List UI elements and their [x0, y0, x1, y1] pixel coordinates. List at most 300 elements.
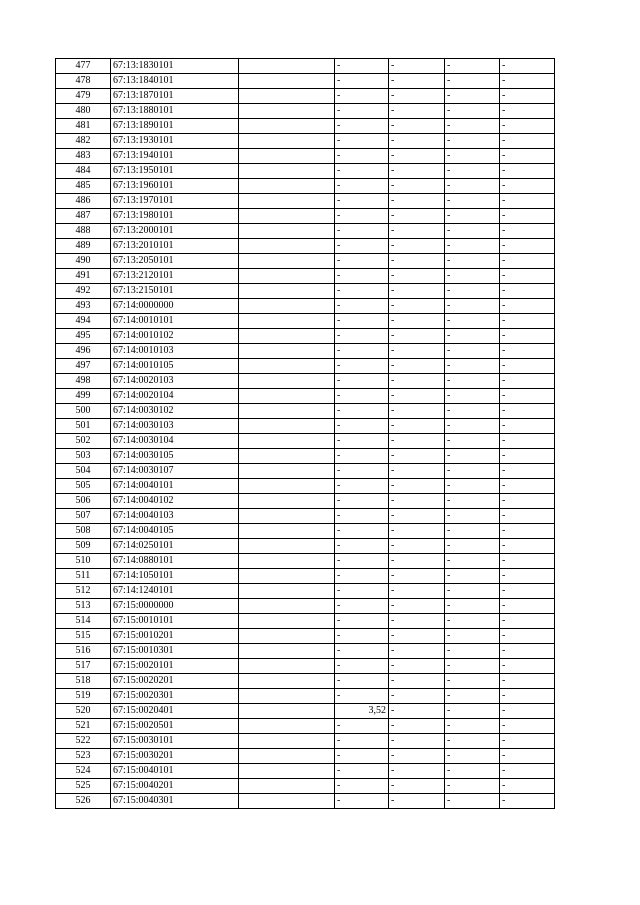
value-cell-2: -: [335, 194, 389, 209]
table-row: [56, 674, 555, 689]
value-cell-3: -: [389, 449, 445, 464]
code-cell: 67:13:1970101: [111, 194, 239, 209]
value-cell-2: -: [335, 539, 389, 554]
value-cell-4: -: [445, 674, 500, 689]
row-number-cell: 513: [56, 599, 111, 614]
code-cell: 67:14:0020104: [111, 389, 239, 404]
code-cell: 67:14:0040101: [111, 479, 239, 494]
row-number-cell: 478: [56, 74, 111, 89]
value-cell-3: -: [389, 224, 445, 239]
value-cell-3: -: [389, 374, 445, 389]
value-cell-4: -: [445, 539, 500, 554]
table-body: [56, 59, 555, 809]
value-cell-2: -: [335, 689, 389, 704]
value-cell-4: -: [445, 119, 500, 134]
value-cell-4: -: [445, 359, 500, 374]
value-cell-1: [239, 479, 335, 494]
value-cell-2: -: [335, 389, 389, 404]
value-cell-3: -: [389, 644, 445, 659]
table-row: [56, 194, 555, 209]
value-cell-4: -: [445, 584, 500, 599]
value-cell-4: -: [445, 164, 500, 179]
value-cell-5: -: [500, 719, 555, 734]
row-number-cell: 482: [56, 134, 111, 149]
code-cell: 67:14:0010105: [111, 359, 239, 374]
table-row: [56, 794, 555, 809]
code-cell: 67:15:0020301: [111, 689, 239, 704]
code-cell: 67:15:0010101: [111, 614, 239, 629]
value-cell-1: [239, 734, 335, 749]
code-cell: 67:13:1960101: [111, 179, 239, 194]
value-cell-1: [239, 749, 335, 764]
value-cell-2: -: [335, 719, 389, 734]
value-cell-3: -: [389, 329, 445, 344]
value-cell-4: -: [445, 659, 500, 674]
value-cell-5: -: [500, 254, 555, 269]
table-row: [56, 464, 555, 479]
value-cell-5: -: [500, 224, 555, 239]
value-cell-2: -: [335, 314, 389, 329]
row-number-cell: 523: [56, 749, 111, 764]
code-cell: 67:13:1830101: [111, 59, 239, 74]
value-cell-3: -: [389, 749, 445, 764]
value-cell-1: [239, 539, 335, 554]
value-cell-5: -: [500, 404, 555, 419]
value-cell-1: [239, 149, 335, 164]
table-row: [56, 554, 555, 569]
table-row: [56, 344, 555, 359]
table-row: [56, 629, 555, 644]
value-cell-5: -: [500, 449, 555, 464]
value-cell-1: [239, 329, 335, 344]
value-cell-2: -: [335, 629, 389, 644]
table-row: [56, 59, 555, 74]
value-cell-2: -: [335, 209, 389, 224]
value-cell-4: -: [445, 449, 500, 464]
value-cell-5: -: [500, 314, 555, 329]
code-cell: 67:13:1880101: [111, 104, 239, 119]
value-cell-4: -: [445, 794, 500, 809]
code-cell: 67:14:0030103: [111, 419, 239, 434]
code-cell: 67:15:0030101: [111, 734, 239, 749]
code-cell: 67:15:0020201: [111, 674, 239, 689]
value-cell-4: -: [445, 614, 500, 629]
value-cell-1: [239, 74, 335, 89]
row-number-cell: 488: [56, 224, 111, 239]
value-cell-4: -: [445, 644, 500, 659]
value-cell-3: -: [389, 254, 445, 269]
code-cell: 67:13:2120101: [111, 269, 239, 284]
value-cell-1: [239, 614, 335, 629]
value-cell-4: -: [445, 704, 500, 719]
code-cell: 67:13:1890101: [111, 119, 239, 134]
value-cell-2: -: [335, 509, 389, 524]
row-number-cell: 522: [56, 734, 111, 749]
value-cell-1: [239, 299, 335, 314]
value-cell-3: -: [389, 194, 445, 209]
value-cell-4: -: [445, 509, 500, 524]
value-cell-5: -: [500, 299, 555, 314]
table-row: [56, 539, 555, 554]
code-cell: 67:14:0010101: [111, 314, 239, 329]
value-cell-2: -: [335, 329, 389, 344]
code-cell: 67:13:1950101: [111, 164, 239, 179]
code-cell: 67:15:0010301: [111, 644, 239, 659]
value-cell-1: [239, 524, 335, 539]
value-cell-3: -: [389, 59, 445, 74]
value-cell-2: -: [335, 659, 389, 674]
row-number-cell: 493: [56, 299, 111, 314]
row-number-cell: 504: [56, 464, 111, 479]
value-cell-3: -: [389, 344, 445, 359]
value-cell-4: -: [445, 599, 500, 614]
value-cell-3: -: [389, 704, 445, 719]
value-cell-5: -: [500, 749, 555, 764]
value-cell-1: [239, 344, 335, 359]
row-number-cell: 502: [56, 434, 111, 449]
row-number-cell: 524: [56, 764, 111, 779]
row-number-cell: 520: [56, 704, 111, 719]
code-cell: 67:14:0010103: [111, 344, 239, 359]
value-cell-3: -: [389, 764, 445, 779]
value-cell-3: -: [389, 569, 445, 584]
code-cell: 67:13:1870101: [111, 89, 239, 104]
code-cell: 67:13:2010101: [111, 239, 239, 254]
table-row: [56, 524, 555, 539]
value-cell-5: -: [500, 494, 555, 509]
row-number-cell: 514: [56, 614, 111, 629]
value-cell-3: -: [389, 164, 445, 179]
value-cell-3: -: [389, 419, 445, 434]
code-cell: 67:14:0010102: [111, 329, 239, 344]
row-number-cell: 525: [56, 779, 111, 794]
value-cell-1: [239, 194, 335, 209]
value-cell-5: -: [500, 284, 555, 299]
code-cell: 67:13:1840101: [111, 74, 239, 89]
code-cell: 67:13:1940101: [111, 149, 239, 164]
value-cell-3: -: [389, 359, 445, 374]
value-cell-4: -: [445, 779, 500, 794]
value-cell-4: -: [445, 554, 500, 569]
value-cell-3: -: [389, 629, 445, 644]
value-cell-4: -: [445, 134, 500, 149]
table-row: [56, 359, 555, 374]
value-cell-2: -: [335, 674, 389, 689]
row-number-cell: 495: [56, 329, 111, 344]
value-cell-5: -: [500, 269, 555, 284]
value-cell-1: [239, 659, 335, 674]
value-cell-1: [239, 419, 335, 434]
value-cell-2: -: [335, 749, 389, 764]
value-cell-5: -: [500, 329, 555, 344]
value-cell-5: -: [500, 389, 555, 404]
value-cell-5: -: [500, 539, 555, 554]
value-cell-1: [239, 434, 335, 449]
row-number-cell: 486: [56, 194, 111, 209]
table-row: [56, 449, 555, 464]
row-number-cell: 509: [56, 539, 111, 554]
value-cell-2: -: [335, 89, 389, 104]
value-cell-3: -: [389, 479, 445, 494]
value-cell-5: -: [500, 614, 555, 629]
value-cell-4: -: [445, 734, 500, 749]
table-row: [56, 479, 555, 494]
table-row: [56, 239, 555, 254]
value-cell-3: -: [389, 614, 445, 629]
value-cell-2: -: [335, 164, 389, 179]
value-cell-5: -: [500, 434, 555, 449]
code-cell: 67:15:0020501: [111, 719, 239, 734]
table-row: [56, 569, 555, 584]
value-cell-3: -: [389, 239, 445, 254]
value-cell-4: -: [445, 254, 500, 269]
value-cell-2: -: [335, 494, 389, 509]
value-cell-2: -: [335, 734, 389, 749]
value-cell-4: -: [445, 344, 500, 359]
value-cell-2: -: [335, 764, 389, 779]
value-cell-2: -: [335, 299, 389, 314]
code-cell: 67:14:0000000: [111, 299, 239, 314]
value-cell-3: -: [389, 269, 445, 284]
value-cell-4: -: [445, 764, 500, 779]
value-cell-2: -: [335, 554, 389, 569]
data-table: [55, 58, 555, 809]
value-cell-1: [239, 179, 335, 194]
table-row: [56, 74, 555, 89]
code-cell: 67:15:0010201: [111, 629, 239, 644]
value-cell-4: -: [445, 224, 500, 239]
value-cell-2: -: [335, 419, 389, 434]
value-cell-4: -: [445, 434, 500, 449]
value-cell-4: -: [445, 209, 500, 224]
table-row: [56, 269, 555, 284]
value-cell-2: -: [335, 134, 389, 149]
value-cell-1: [239, 164, 335, 179]
value-cell-5: -: [500, 509, 555, 524]
value-cell-3: -: [389, 209, 445, 224]
row-number-cell: 516: [56, 644, 111, 659]
table-row: [56, 404, 555, 419]
value-cell-4: -: [445, 479, 500, 494]
value-cell-2: -: [335, 479, 389, 494]
value-cell-5: -: [500, 734, 555, 749]
value-cell-3: -: [389, 719, 445, 734]
table-row: [56, 299, 555, 314]
value-cell-5: -: [500, 344, 555, 359]
value-cell-2: -: [335, 434, 389, 449]
value-cell-2: -: [335, 149, 389, 164]
row-number-cell: 481: [56, 119, 111, 134]
value-cell-4: -: [445, 269, 500, 284]
value-cell-3: -: [389, 794, 445, 809]
row-number-cell: 506: [56, 494, 111, 509]
value-cell-4: -: [445, 194, 500, 209]
value-cell-4: -: [445, 524, 500, 539]
table-row: [56, 779, 555, 794]
value-cell-2: -: [335, 224, 389, 239]
value-cell-5: -: [500, 794, 555, 809]
row-number-cell: 499: [56, 389, 111, 404]
value-cell-3: -: [389, 494, 445, 509]
row-number-cell: 491: [56, 269, 111, 284]
value-cell-4: -: [445, 284, 500, 299]
code-cell: 67:14:0020103: [111, 374, 239, 389]
value-cell-4: -: [445, 239, 500, 254]
value-cell-1: [239, 89, 335, 104]
table-row: [56, 719, 555, 734]
value-cell-5: -: [500, 104, 555, 119]
value-cell-5: -: [500, 674, 555, 689]
value-cell-5: -: [500, 134, 555, 149]
value-cell-5: -: [500, 644, 555, 659]
value-cell-1: [239, 689, 335, 704]
table-row: [56, 89, 555, 104]
row-number-cell: 492: [56, 284, 111, 299]
value-cell-4: -: [445, 389, 500, 404]
value-cell-2: -: [335, 269, 389, 284]
value-cell-2: -: [335, 284, 389, 299]
table-row: [56, 254, 555, 269]
row-number-cell: 519: [56, 689, 111, 704]
code-cell: 67:15:0020401: [111, 704, 239, 719]
value-cell-3: -: [389, 539, 445, 554]
table-row: [56, 224, 555, 239]
code-cell: 67:14:0250101: [111, 539, 239, 554]
table-row: [56, 584, 555, 599]
value-cell-4: -: [445, 569, 500, 584]
table-row: [56, 734, 555, 749]
value-cell-2: -: [335, 524, 389, 539]
value-cell-1: [239, 764, 335, 779]
value-cell-2: -: [335, 569, 389, 584]
value-cell-5: -: [500, 119, 555, 134]
code-cell: 67:13:1930101: [111, 134, 239, 149]
value-cell-1: [239, 779, 335, 794]
value-cell-4: -: [445, 149, 500, 164]
value-cell-2: -: [335, 344, 389, 359]
code-cell: 67:14:0030102: [111, 404, 239, 419]
value-cell-4: -: [445, 59, 500, 74]
row-number-cell: 521: [56, 719, 111, 734]
value-cell-1: [239, 464, 335, 479]
value-cell-1: [239, 599, 335, 614]
value-cell-5: -: [500, 419, 555, 434]
row-number-cell: 503: [56, 449, 111, 464]
value-cell-3: -: [389, 434, 445, 449]
code-cell: 67:13:2000101: [111, 224, 239, 239]
value-cell-5: -: [500, 74, 555, 89]
value-cell-3: -: [389, 509, 445, 524]
value-cell-3: -: [389, 584, 445, 599]
value-cell-5: -: [500, 239, 555, 254]
value-cell-3: -: [389, 524, 445, 539]
value-cell-3: -: [389, 74, 445, 89]
table-row: [56, 494, 555, 509]
table-row: [56, 644, 555, 659]
value-cell-1: [239, 269, 335, 284]
table-row: [56, 149, 555, 164]
row-number-cell: 485: [56, 179, 111, 194]
value-cell-5: -: [500, 479, 555, 494]
value-cell-4: -: [445, 404, 500, 419]
table-row: [56, 689, 555, 704]
table-row: [56, 119, 555, 134]
value-cell-3: -: [389, 284, 445, 299]
value-cell-3: -: [389, 104, 445, 119]
row-number-cell: 494: [56, 314, 111, 329]
value-cell-3: -: [389, 179, 445, 194]
value-cell-2: -: [335, 614, 389, 629]
value-cell-2: -: [335, 644, 389, 659]
value-cell-4: -: [445, 374, 500, 389]
value-cell-4: -: [445, 104, 500, 119]
value-cell-4: -: [445, 74, 500, 89]
value-cell-4: -: [445, 719, 500, 734]
table-row: [56, 134, 555, 149]
value-cell-5: -: [500, 464, 555, 479]
value-cell-1: [239, 314, 335, 329]
value-cell-2: -: [335, 359, 389, 374]
value-cell-1: [239, 359, 335, 374]
row-number-cell: 497: [56, 359, 111, 374]
value-cell-3: -: [389, 464, 445, 479]
value-cell-2: -: [335, 179, 389, 194]
table-row: [56, 749, 555, 764]
code-cell: 67:14:0030104: [111, 434, 239, 449]
value-cell-2: -: [335, 254, 389, 269]
code-cell: 67:14:0040105: [111, 524, 239, 539]
value-cell-2: -: [335, 119, 389, 134]
table-row: [56, 284, 555, 299]
value-cell-3: -: [389, 389, 445, 404]
value-cell-1: [239, 644, 335, 659]
row-number-cell: 489: [56, 239, 111, 254]
value-cell-1: [239, 284, 335, 299]
value-cell-1: [239, 374, 335, 389]
value-cell-2: -: [335, 449, 389, 464]
value-cell-4: -: [445, 314, 500, 329]
value-cell-3: -: [389, 89, 445, 104]
value-cell-5: -: [500, 569, 555, 584]
value-cell-1: [239, 584, 335, 599]
row-number-cell: 518: [56, 674, 111, 689]
code-cell: 67:14:1050101: [111, 569, 239, 584]
row-number-cell: 484: [56, 164, 111, 179]
table-row: [56, 329, 555, 344]
table-row: [56, 419, 555, 434]
value-cell-1: [239, 704, 335, 719]
value-cell-2: -: [335, 74, 389, 89]
value-cell-2: -: [335, 374, 389, 389]
table-row: [56, 434, 555, 449]
table-row: [56, 374, 555, 389]
value-cell-4: -: [445, 689, 500, 704]
value-cell-1: [239, 494, 335, 509]
value-cell-1: [239, 794, 335, 809]
row-number-cell: 510: [56, 554, 111, 569]
row-number-cell: 501: [56, 419, 111, 434]
value-cell-5: -: [500, 554, 555, 569]
value-cell-1: [239, 59, 335, 74]
value-cell-5: -: [500, 629, 555, 644]
table-row: [56, 614, 555, 629]
value-cell-1: [239, 719, 335, 734]
row-number-cell: 487: [56, 209, 111, 224]
code-cell: 67:15:0040101: [111, 764, 239, 779]
code-cell: 67:14:0030105: [111, 449, 239, 464]
value-cell-5: -: [500, 599, 555, 614]
value-cell-5: -: [500, 524, 555, 539]
